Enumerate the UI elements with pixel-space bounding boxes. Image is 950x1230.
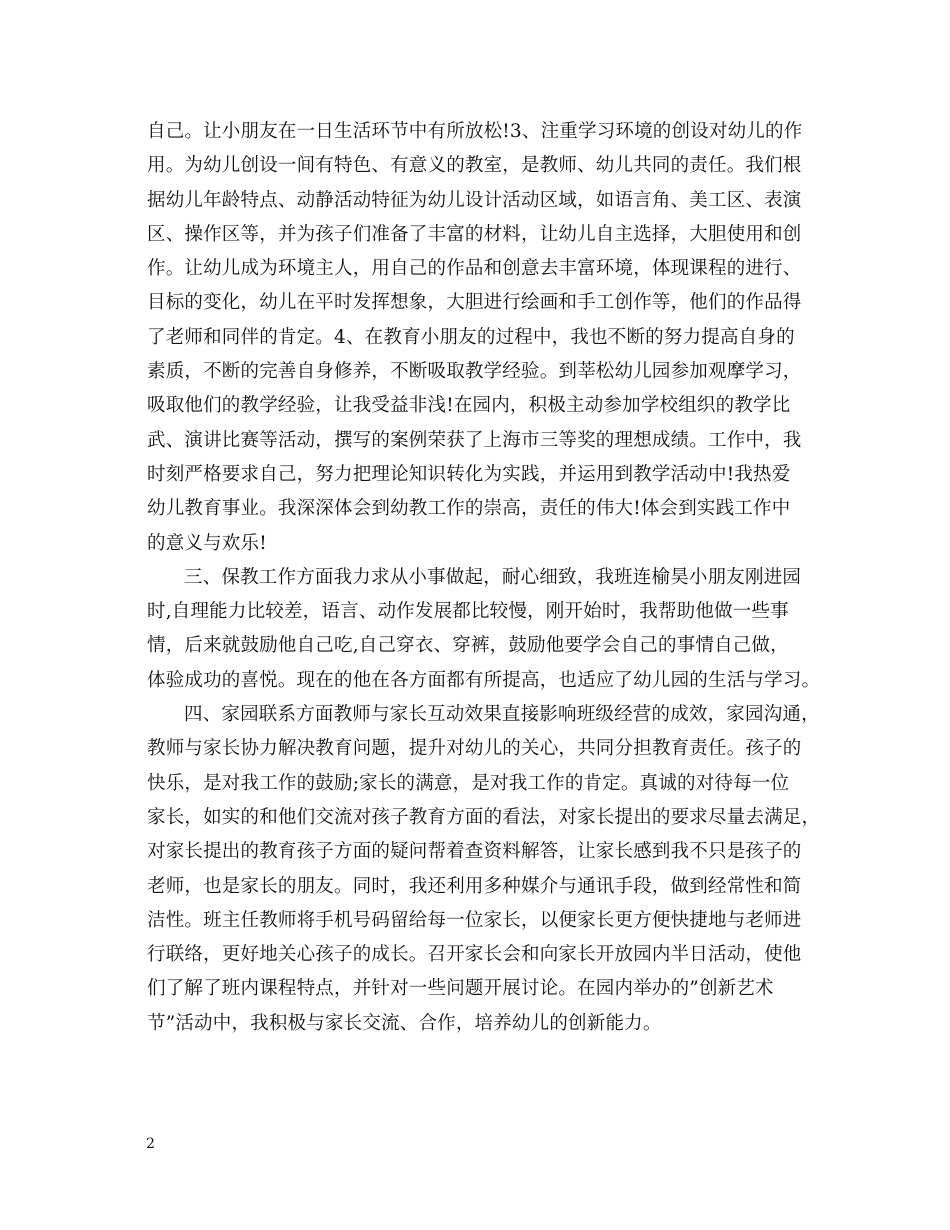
text-line: 作。让幼儿成为环境主人，用自己的作品和创意去丰富环境，体现课程的进行、 — [147, 258, 802, 280]
body-text — [147, 115, 821, 1041]
text-line: 据幼儿年龄特点、动静活动特征为幼儿设计活动区域，如语言角、美工区、表演 — [147, 189, 802, 211]
text-line: 行联络，更好地关心孩子的成长。召开家长会和向家长开放园内半日活动，使他 — [147, 944, 802, 966]
text-line: 吸取他们的教学经验，让我受益非浅!在园内，积极主动参加学校组织的教学比 — [147, 395, 791, 417]
text-line: 体验成功的喜悦。现在的他在各方面都有所提高，也适应了幼儿园的生活与学习。 — [147, 669, 821, 691]
text-line: 目标的变化，幼儿在平时发挥想象，大胆进行绘画和手工创作等，他们的作品得 — [147, 292, 802, 314]
text-line: 洁性。班主任教师将手机号码留给每一位家长，以便家长更方便快捷地与老师进 — [147, 909, 802, 931]
text-line: 用。为幼儿创设一间有特色、有意义的教室，是教师、幼儿共同的责任。我们根 — [147, 155, 802, 177]
text-line: 时刻严格要求自己，努力把理论知识转化为实践，并运用到教学活动中!我热爱 — [147, 463, 791, 485]
text-line: 区、操作区等，并为孩子们准备了丰富的材料，让幼儿自主选择，大胆使用和创 — [147, 223, 802, 245]
text-line: 幼儿教育事业。我深深体会到幼教工作的崇高，责任的伟大!体会到实践工作中 — [147, 498, 791, 520]
text-line: 老师，也是家长的朋友。同时，我还利用多种媒介与通讯手段，做到经常性和简 — [147, 875, 802, 897]
text-line: 时,自理能力比较差，语言、动作发展都比较慢，刚开始时，我帮助他做一些事 — [147, 601, 789, 623]
text-line: 自己。让小朋友在一日生活环节中有所放松!3、注重学习环境的创设对幼儿的作 — [147, 121, 803, 142]
text-line: 武、演讲比赛等活动，撰写的案例荣获了上海市三等奖的理想成绩。工作中，我 — [147, 429, 802, 451]
text-line: 教师与家长协力解决教育问题，提升对幼儿的关心，共同分担教育责任。孩子的 — [147, 738, 802, 760]
text-line: 四、家园联系方面教师与家长互动效果直接影响班级经营的成效，家园沟通， — [184, 704, 820, 726]
text-line: 家长，如实的和他们交流对孩子教育方面的看法，对家长提出的要求尽量去满足， — [147, 806, 821, 828]
text-line: 快乐，是对我工作的鼓励;家长的满意，是对我工作的肯定。真诚的对待每一位 — [147, 772, 790, 794]
page-number: 2 — [146, 1136, 155, 1152]
text-line: 素质，不断的完善自身修养，不断吸取教学经验。到莘松幼儿园参加观摩学习， — [147, 361, 802, 383]
text-line: 对家长提出的教育孩子方面的疑问帮着查资料解答，让家长感到我不只是孩子的 — [147, 841, 802, 863]
text-line: 情，后来就鼓励他自己吃,自己穿衣、穿裤，鼓励他要学会自己的事情自己做， — [147, 635, 789, 657]
text-line: 的意义与欢乐! — [147, 532, 267, 554]
text-line: 三、保教工作方面我力求从小事做起，耐心细致，我班连榆昊小朋友刚进园 — [184, 566, 802, 588]
text-line: 了老师和同伴的肯定。4、在教育小朋友的过程中，我也不断的努力提高自身的 — [147, 326, 795, 348]
text-line: 节”活动中，我积极与家长交流、合作，培养幼儿的创新能力。 — [147, 1012, 662, 1034]
text-line: 们了解了班内课程特点，并针对一些问题开展讨论。在园内举办的”创新艺术 — [147, 978, 774, 1000]
